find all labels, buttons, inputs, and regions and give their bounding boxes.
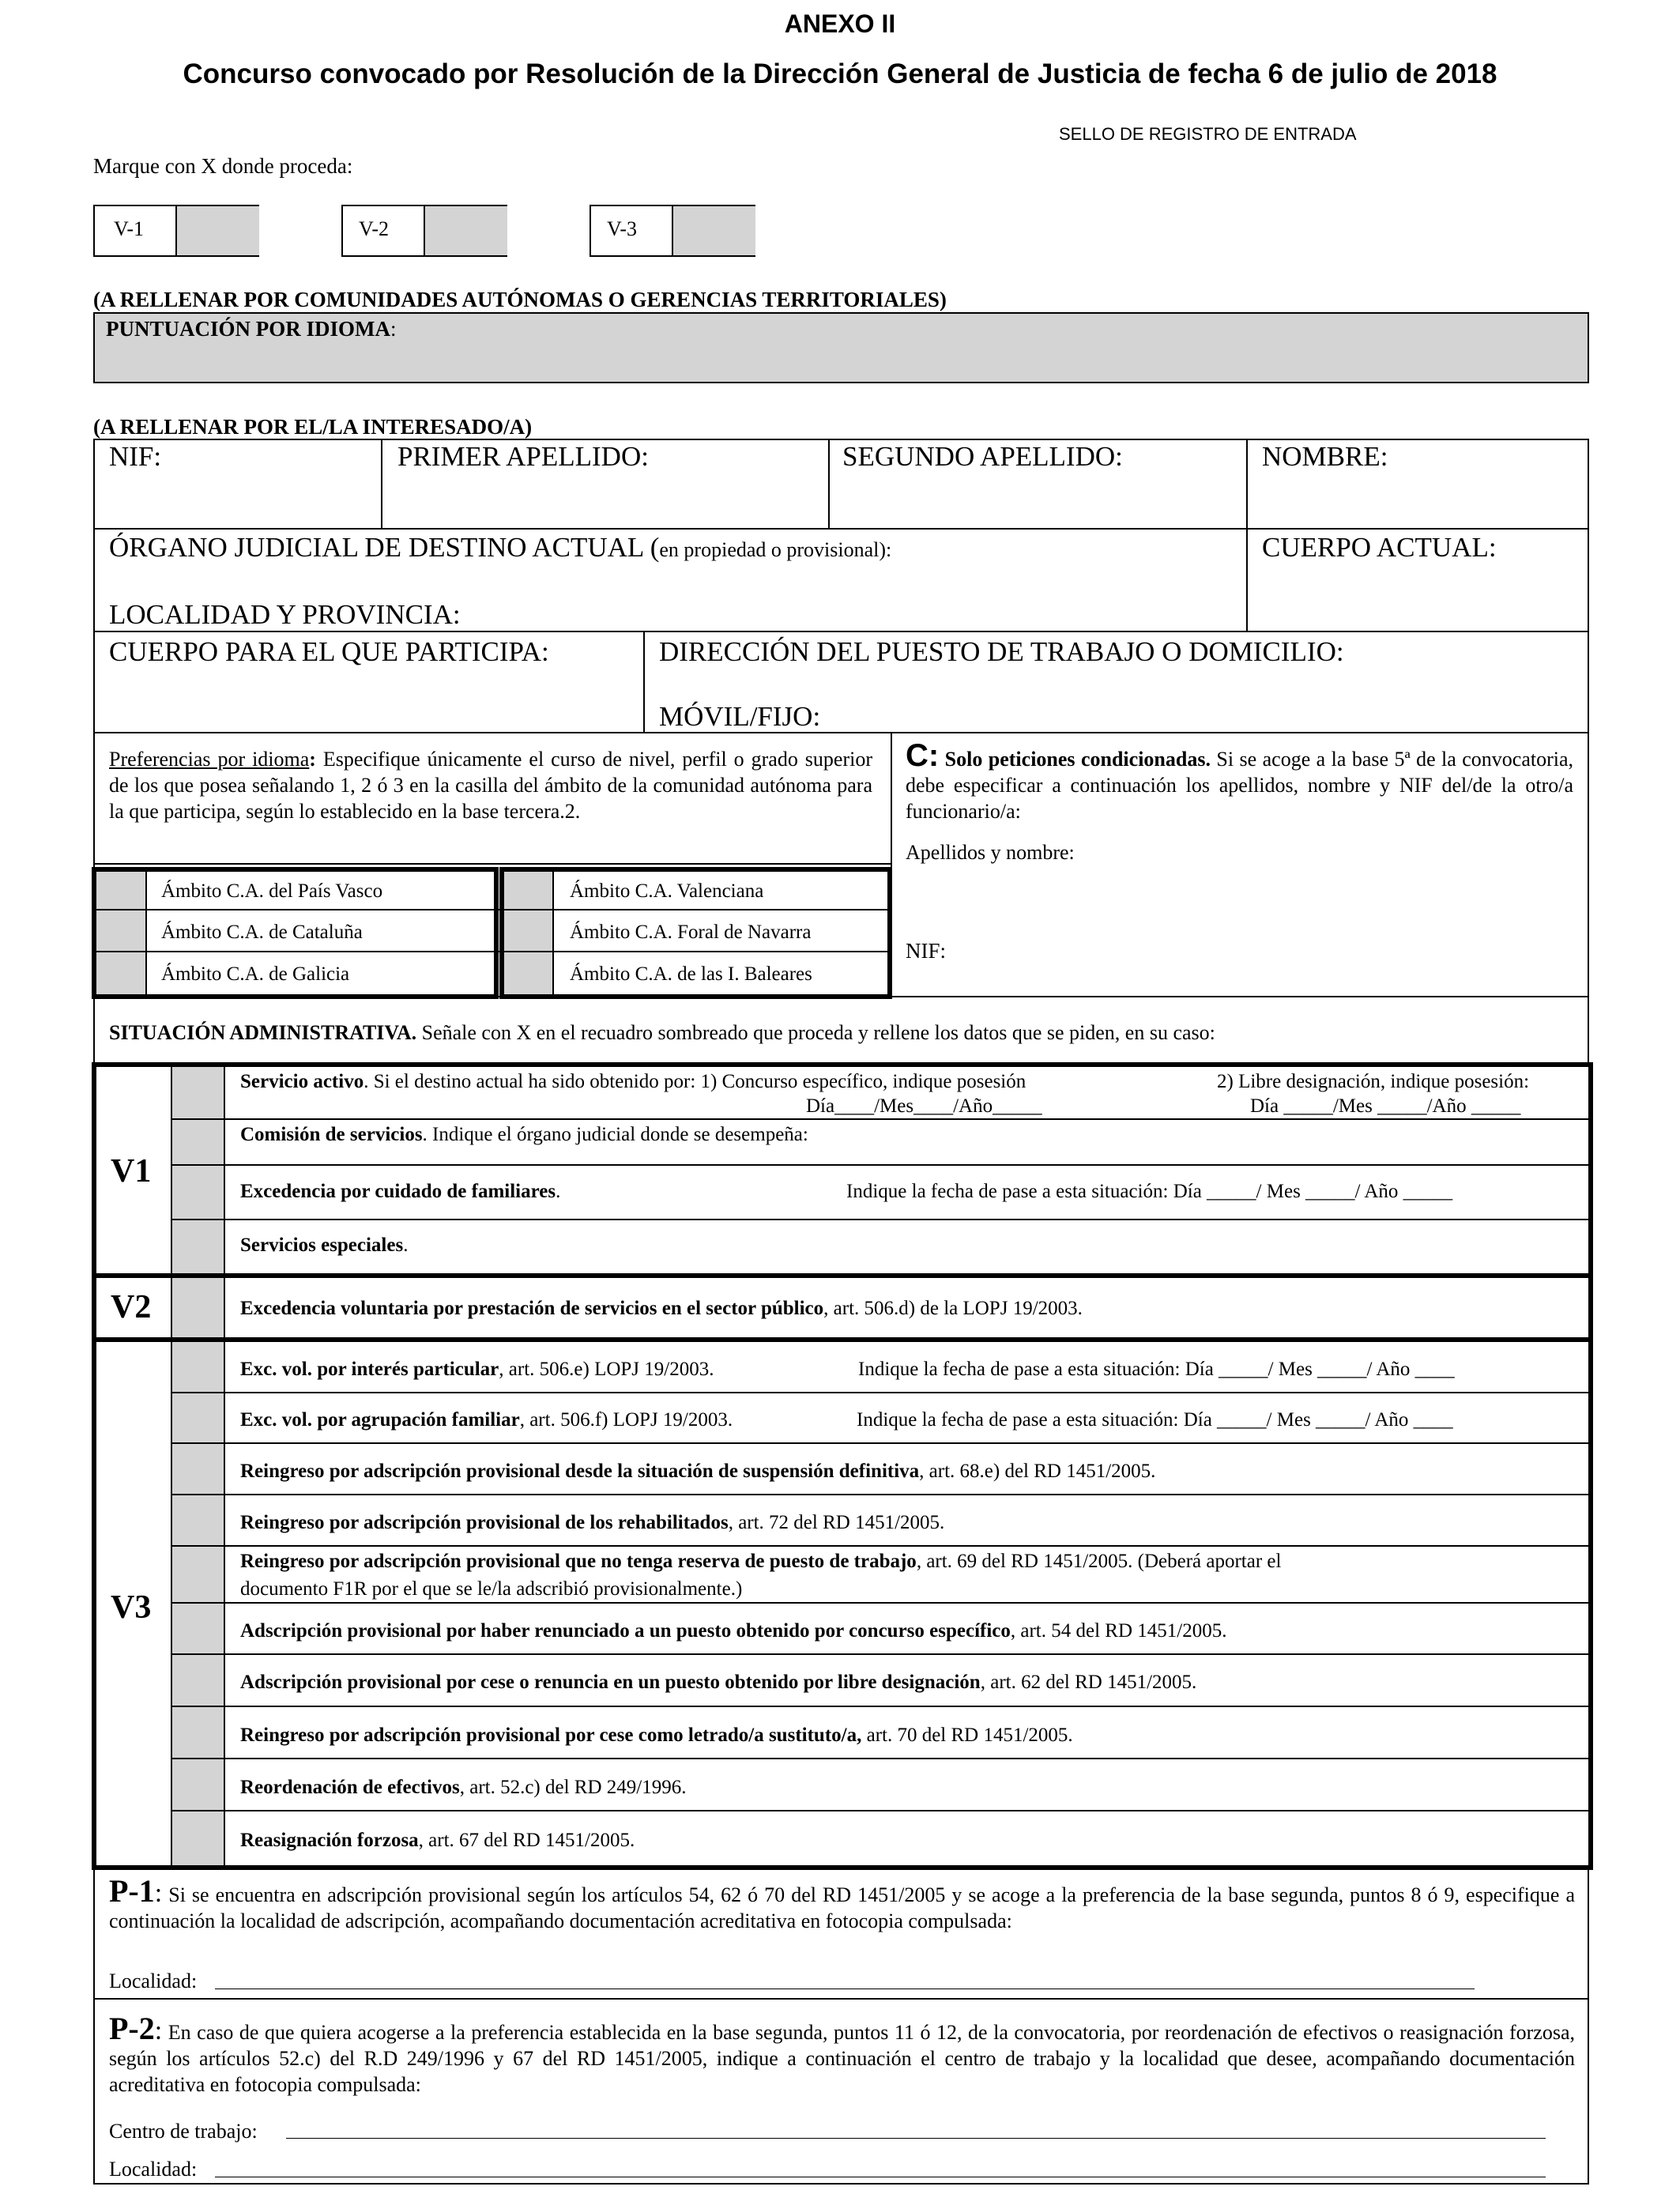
v1-checkbox-commission[interactable] [172, 1120, 224, 1164]
v3-row-5: Reingreso por adscripción provisional que no tenga reserva de puesto de trabajo, art. 69 del RD 1451/2005. (Deberá aportar el [240, 1551, 1282, 1572]
nif-field[interactable]: NIF: [109, 441, 162, 472]
v3-checkbox-8[interactable] [172, 1707, 224, 1758]
language-item-basque: Ámbito C.A. del País Vasco [161, 880, 383, 902]
v3-checkbox-10[interactable] [172, 1811, 224, 1865]
v3-row-4: Reingreso por adscripción provisional de los rehabilitados, art. 72 del RD 1451/2005. [240, 1512, 945, 1533]
admin-situation-title: SITUACIÓN ADMINISTRATIVA. Señale con X en el recuadro sombreado que proceda y rellene los datos que se piden, en su caso: [109, 1021, 1215, 1044]
v3-checkbox-5[interactable] [172, 1547, 224, 1602]
v3-row-9: Reordenación de efectivos, art. 52.c) del RD 249/1996. [240, 1777, 687, 1798]
language-item-catalonia: Ámbito C.A. de Cataluña [161, 922, 363, 943]
v2-text: Excedencia voluntaria por prestación de servicios en el sector público, art. 506.d) de la LOPJ 19/2003. [240, 1298, 1083, 1319]
v1-leave-text: Excedencia por cuidado de familiares. [240, 1181, 561, 1202]
p1-text: P-1: Si se encuentra en adscripción provisional según los artículos 54, 62 ó 70 del RD 1451/2005 y se acoge a la preferencia de la base segunda, puntos 8 ó 9, especifique a continuación la localidad de adscripción, acompañando documentación acreditativa en fotocopia compulsada: [109, 1873, 1575, 1932]
language-item-navarra: Ámbito C.A. Foral de Navarra [570, 922, 812, 943]
conditional-names-label[interactable]: Apellidos y nombre: [906, 841, 1075, 864]
first-surname-field[interactable]: PRIMER APELLIDO: [397, 441, 649, 472]
v3-row-8: Reingreso por adscripción provisional por cese como letrado/a sustituto/a, art. 70 del RD 1451/2005. [240, 1725, 1073, 1746]
language-item-galicia: Ámbito C.A. de Galicia [161, 963, 350, 985]
v3-checkbox-9[interactable] [172, 1759, 224, 1810]
admin-section-heading: (A RELLENAR POR COMUNIDADES AUTÓNOMAS O GERENCIAS TERRITORIALES) [93, 288, 947, 311]
p2-workplace-label: Centro de trabajo: [109, 2120, 258, 2143]
v3-row-2-date[interactable]: Indique la fecha de pase a esta situación: Día _____/ Mes _____/ Año ____ [857, 1409, 1453, 1431]
v3-checkbox-4[interactable] [172, 1495, 224, 1545]
v2-label: V2 [111, 1289, 152, 1325]
v1-checkbox-special[interactable] [172, 1220, 224, 1273]
conditional-letter: C: [906, 738, 940, 773]
v1-active-date2[interactable]: Día _____/Mes _____/Año _____ [1250, 1095, 1521, 1117]
v1-checkbox-active[interactable] [172, 1067, 224, 1118]
v1-leave-date[interactable]: Indique la fecha de pase a esta situación: Día _____/ Mes _____/ Año _____ [846, 1181, 1453, 1202]
v1-active-date1[interactable]: Día____/Mes____/Año_____ [806, 1095, 1042, 1117]
v3-row-1-date[interactable]: Indique la fecha de pase a esta situación: Día _____/ Mes _____/ Año ____ [858, 1359, 1455, 1380]
page-title: Concurso convocado por Resolución de la Dirección General de Justicia de fecha 6 de julio de 2018 [183, 58, 1497, 89]
p2-workplace-line[interactable] [286, 2138, 1546, 2139]
language-checkbox-catalonia[interactable] [96, 910, 145, 951]
option-v3 [590, 205, 755, 257]
language-score-label: PUNTUACIÓN POR IDIOMA [106, 317, 390, 341]
option-v3-label: V-3 [607, 217, 638, 240]
language-prefs-label: Preferencias por idioma [109, 748, 310, 771]
p2-text: P-2: En caso de que quiera acogerse a la preferencia establecida en la base segunda, puntos 11 ó 12, de la convocatoria, por reordenación de efectivos o reasignación forzosa, según los artículos 52.c) del R.D 249/1996 y 67 del RD 1451/2005, indique a continuación el centro de trabajo y la localidad que desee, acompañando documentación acreditativa en fotocopia compulsada: [109, 2011, 1575, 2096]
v3-row-2: Exc. vol. por agrupación familiar, art. 506.f) LOPJ 19/2003. [240, 1409, 733, 1431]
p1-locality-label: Localidad: [109, 1970, 198, 1992]
v1-active-text2: 2) Libre designación, indique posesión: [1217, 1071, 1530, 1092]
v1-active-text: Servicio activo. Si el destino actual ha sido obtenido por: 1) Concurso específico, indique posesión [240, 1071, 1026, 1092]
v3-checkbox-7[interactable] [172, 1655, 224, 1706]
language-checkbox-basque[interactable] [96, 872, 145, 909]
v3-row-10: Reasignación forzosa, art. 67 del RD 1451/2005. [240, 1830, 635, 1851]
body-applying-field[interactable]: CUERPO PARA EL QUE PARTICIPA: [109, 636, 549, 667]
v3-checkbox-6[interactable] [172, 1604, 224, 1653]
v3-row-1: Exc. vol. por interés particular, art. 506.e) LOPJ 19/2003. [240, 1359, 714, 1380]
v1-label: V1 [111, 1153, 152, 1189]
p2-locality-label: Localidad: [109, 2158, 198, 2181]
p2-label: P-2 [109, 2011, 155, 2046]
v3-row-3: Reingreso por adscripción provisional desde la situación de suspensión definitiva, art. 68.e) del RD 1451/2005. [240, 1461, 1156, 1482]
option-v2-checkbox[interactable] [424, 206, 507, 255]
option-v1-label: V-1 [114, 217, 145, 240]
option-v1-checkbox[interactable] [175, 206, 259, 255]
v3-row-6: Adscripción provisional por haber renunciado a un puesto obtenido por concurso específico, art. 54 del RD 1451/2005. [240, 1620, 1227, 1642]
language-item-baleares: Ámbito C.A. de las I. Baleares [570, 963, 812, 985]
language-prefs-text: Preferencias por idioma: Especifique únicamente el curso de nivel, perfil o grado superior de los que posea señalando 1, 2 ó 3 en la casilla del ámbito de la comunidad autónoma para la que participa, según lo establecido en la base tercera.2. [109, 748, 872, 823]
mark-instruction: Marque con X donde proceda: [93, 154, 353, 178]
current-body-field[interactable]: CUERPO ACTUAL: [1262, 532, 1497, 563]
v3-row-7: Adscripción provisional por cese o renuncia en un puesto obtenido por libre designación, art. 62 del RD 1451/2005. [240, 1672, 1197, 1693]
language-checkbox-galicia[interactable] [96, 952, 145, 994]
stamp-label: SELLO DE REGISTRO DE ENTRADA [1059, 124, 1357, 144]
conditional-text: C: Solo peticiones condicionadas. Si se acoge a la base 5ª de la convocatoria, debe especificar a continuación los apellidos, nombre y NIF del/de la otro/a funcionario/a: [906, 738, 1574, 823]
second-surname-field[interactable]: SEGUNDO APELLIDO: [842, 441, 1123, 472]
v3-label: V3 [111, 1589, 152, 1626]
applicant-section-heading: (A RELLENAR POR EL/LA INTERESADO/A) [93, 415, 533, 439]
v1-checkbox-leave[interactable] [172, 1166, 224, 1219]
option-v2-label: V-2 [359, 217, 390, 240]
current-court-label: ÓRGANO JUDICIAL DE DESTINO ACTUAL ( [109, 532, 660, 563]
language-score-box[interactable]: PUNTUACIÓN POR IDIOMA: [93, 312, 1589, 383]
p1-label: P-1 [109, 1873, 155, 1909]
language-checkbox-navarra[interactable] [504, 910, 552, 951]
option-v3-checkbox[interactable] [672, 206, 755, 255]
v3-checkbox-1[interactable] [172, 1342, 224, 1392]
conditional-nif-label[interactable]: NIF: [906, 939, 947, 963]
phone-field[interactable]: MÓVIL/FIJO: [659, 701, 821, 732]
language-checkbox-valencia[interactable] [504, 872, 552, 909]
address-field[interactable]: DIRECCIÓN DEL PUESTO DE TRABAJO O DOMICILIO: [659, 636, 1344, 667]
v3-checkbox-2[interactable] [172, 1393, 224, 1442]
v3-row-5-line2: documento F1R por el que se le/la adscribió provisionalmente.) [240, 1578, 743, 1600]
v2-checkbox[interactable] [172, 1278, 224, 1337]
option-v1 [93, 205, 259, 257]
annex-title: ANEXO II [784, 9, 896, 38]
v3-checkbox-3[interactable] [172, 1444, 224, 1494]
current-court-note: en propiedad o provisional): [659, 538, 892, 561]
v1-special-text: Servicios especiales. [240, 1235, 409, 1256]
language-item-valencia: Ámbito C.A. Valenciana [570, 880, 764, 902]
locality-province-field[interactable]: LOCALIDAD Y PROVINCIA: [109, 599, 461, 630]
option-v2 [341, 205, 507, 257]
name-field[interactable]: NOMBRE: [1262, 441, 1388, 472]
language-checkbox-baleares[interactable] [504, 952, 552, 994]
current-court-field[interactable] [109, 532, 891, 564]
v1-commission-text: Comisión de servicios. Indique el órgano judicial donde se desempeña: [240, 1124, 808, 1145]
